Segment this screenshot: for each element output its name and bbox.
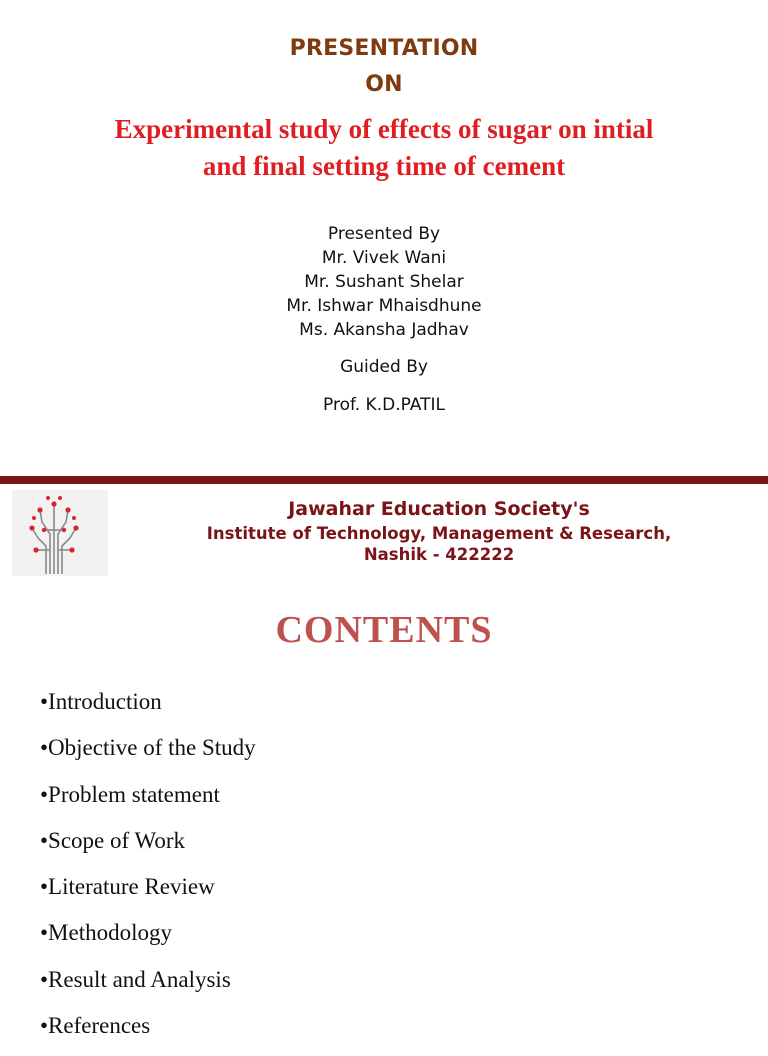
slide-divider <box>0 476 768 484</box>
presenter-name-3: Mr. Ishwar Mhaisdhune <box>286 296 482 316</box>
presentation-label: PRESENTATION <box>289 36 479 61</box>
title-slide <box>0 0 768 478</box>
contents-item-methodology: •Methodology <box>40 920 172 946</box>
guide-name: Prof. K.D.PATIL <box>323 395 445 415</box>
presenter-name-4: Ms. Akansha Jadhav <box>299 320 469 340</box>
contents-item-literature-review: •Literature Review <box>40 874 215 900</box>
institute-name: Institute of Technology, Management & Research, <box>206 524 672 543</box>
contents-item-scope-of-work: •Scope of Work <box>40 827 186 853</box>
guided-by-heading: Guided By <box>340 357 428 377</box>
contents-item-references: •References <box>40 1013 151 1039</box>
society-name: Jawahar Education Society's <box>288 498 590 520</box>
contents-item-objective: •Objective of the Study <box>40 735 256 761</box>
presenter-name-2: Mr. Sushant Shelar <box>304 272 464 292</box>
contents-title: CONTENTS <box>275 609 493 651</box>
tree-circuit-logo-icon <box>12 490 108 576</box>
institute-location: Nashik - 422222 <box>363 545 515 564</box>
contents-item-introduction: •Introduction <box>40 689 162 714</box>
contents-item-problem-statement: •Problem statement <box>40 781 220 807</box>
contents-list <box>40 686 256 1056</box>
contents-item-result-analysis: •Result and Analysis <box>40 966 231 992</box>
topic-title-line-2: and final setting time of cement <box>202 151 566 181</box>
on-label: ON <box>365 72 403 97</box>
topic-title-line-1: Experimental study of effects of sugar on intial <box>114 114 654 144</box>
presented-by-heading: Presented By <box>327 224 441 244</box>
institution-logo <box>12 490 108 576</box>
presenter-name-1: Mr. Vivek Wani <box>321 248 447 268</box>
